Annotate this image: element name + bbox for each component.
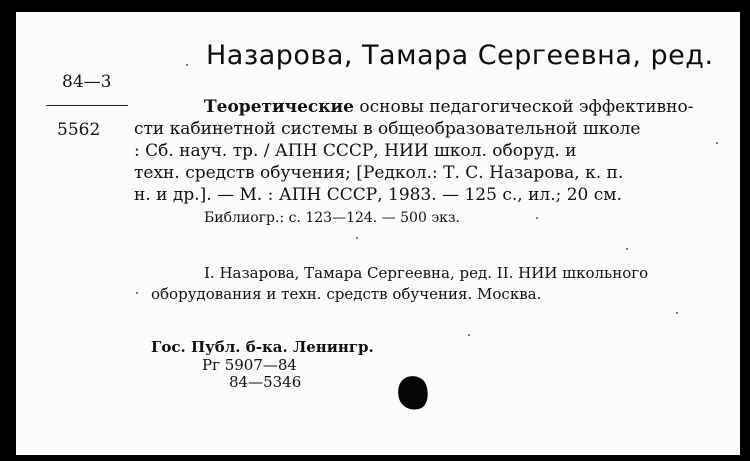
ink-blot [393,372,432,414]
library-name: Гос. Публ. б-ка. Ленингр. [151,338,374,356]
call-number-divider [46,105,128,106]
call-number-top: 84—3 [62,72,112,92]
catalog-card [16,12,740,455]
description-line-5: н. и др.]. — М. : АПН СССР, 1983. — 125 с., ил.; 20 см. [134,185,622,205]
tracing-line-2: оборудования и техн. средств обучения. Москва. [151,285,542,303]
title-bold: Теоретические [204,97,354,117]
description-line-2: сти кабинетной системы в общеобразовательной школе [134,119,641,139]
call-number-bottom: 5562 [57,120,101,140]
title-rest: основы педагогической эффективно- [353,97,694,117]
library-code: 84—5346 [229,373,302,391]
description-line-1 [204,96,693,118]
description-line-4: техн. средств обучения; [Редкол.: Т. С. Назарова, к. п. [134,163,624,183]
bibliography-note: Библиогр.: с. 123—124. — 500 экз. [204,210,460,226]
tracing-line-1: I. Назарова, Тамара Сергеевна, ред. II. НИИ школьного [204,264,649,282]
library-number: Рг 5907—84 [202,356,297,374]
description-line-3: : Сб. науч. тр. / АПН СССР, НИИ школ. оборуд. и [134,141,577,161]
handwritten-heading: Назарова, Тамара Сергеевна, ред. [206,40,714,71]
